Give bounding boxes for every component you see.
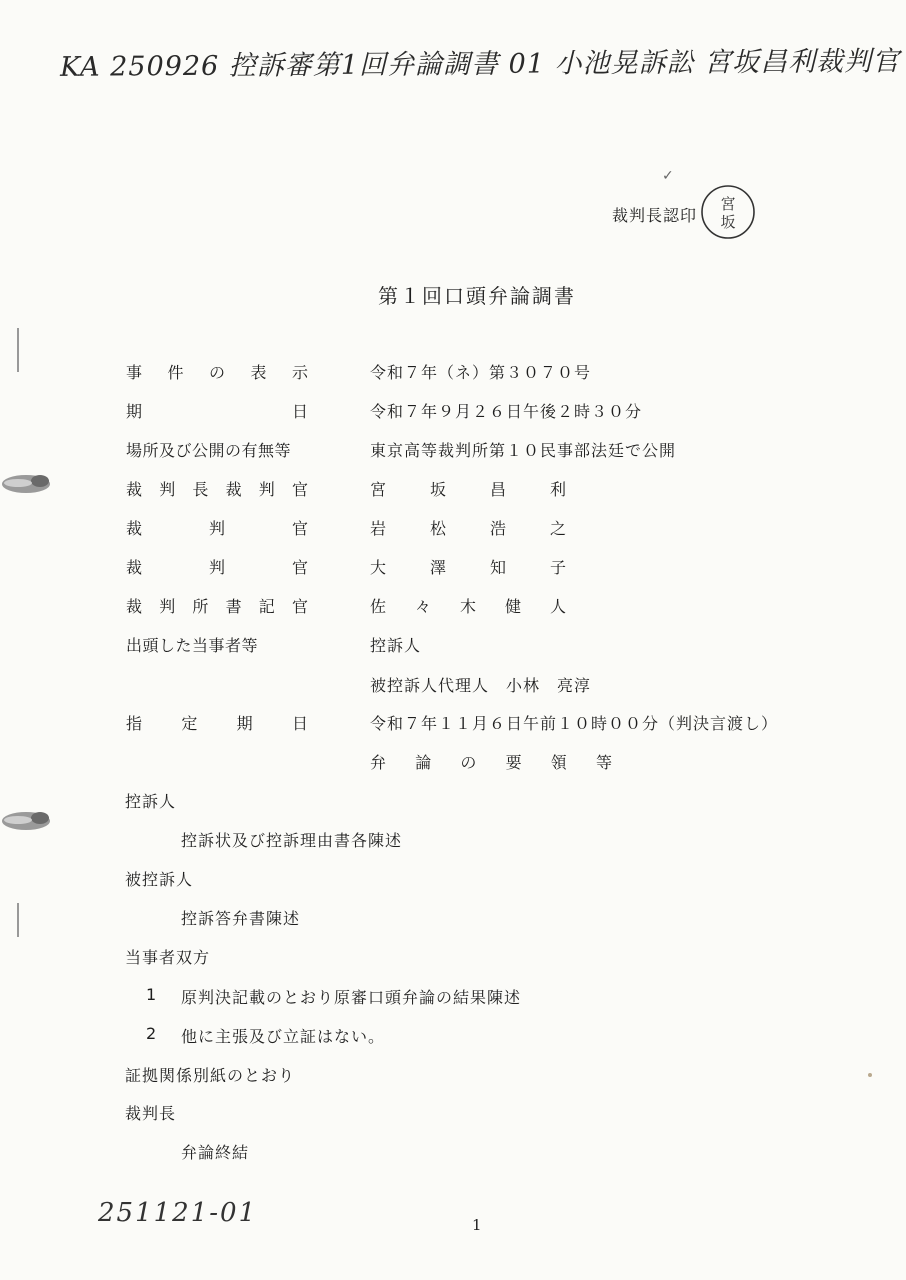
field-value-clerk: 佐 々 木 健 人 xyxy=(370,597,566,616)
field-label-appeared: 出頭した当事者等 xyxy=(126,636,259,655)
margin-tick-top xyxy=(17,328,19,372)
text-evidence: 証拠関係別紙のとおり xyxy=(125,1066,296,1085)
heading-appellee: 被控訴人 xyxy=(125,870,194,889)
punch-hole-shadow-bottom xyxy=(0,807,52,835)
field-value-presiding-judge: 宮 坂 昌 利 xyxy=(370,480,566,499)
svg-text:宮: 宮 xyxy=(720,195,736,213)
field-value-appellant: 控訴人 xyxy=(370,636,422,655)
heading-appellant: 控訴人 xyxy=(125,792,177,811)
field-label-judge-2: 裁 判 官 xyxy=(126,558,308,577)
approval-label: 裁判長認印 xyxy=(612,206,698,225)
heading-presiding: 裁判長 xyxy=(125,1104,177,1123)
field-value-place: 東京高等裁判所第１０民事部法廷で公開 xyxy=(370,441,677,460)
handwritten-annotation-bottom: 251121-01 xyxy=(98,1198,258,1228)
field-label-place: 場所及び公開の有無等 xyxy=(126,441,292,460)
document-title: 第１回口頭弁論調書 xyxy=(378,284,576,308)
field-value-judge-2: 大 澤 知 子 xyxy=(370,558,566,577)
check-mark: ✓ xyxy=(662,168,674,184)
field-label-presiding-judge: 裁 判 長 裁 判 官 xyxy=(126,480,308,499)
judge-seal-stamp xyxy=(700,184,756,240)
field-label-next-date: 指 定 期 日 xyxy=(126,714,308,733)
svg-text:坂: 坂 xyxy=(720,213,736,231)
field-value-date: 令和７年９月２６日午後２時３０分 xyxy=(370,402,643,421)
field-label-date: 期 日 xyxy=(126,402,308,421)
text-appellee-statement: 控訴答弁書陳述 xyxy=(181,909,301,928)
field-label-judge-1: 裁 判 官 xyxy=(126,519,308,538)
field-label-case: 事 件 の 表 示 xyxy=(126,363,308,382)
heading-both-parties: 当事者双方 xyxy=(125,948,211,967)
item-text-2: 他に主張及び立証はない。 xyxy=(181,1027,386,1046)
page-number: 1 xyxy=(472,1216,482,1234)
item-text-1: 原判決記載のとおり原審口頭弁論の結果陳述 xyxy=(181,988,522,1007)
field-value-judge-1: 岩 松 浩 之 xyxy=(370,519,566,538)
handwritten-annotation-top: KA 250926 控訴審第1回弁論調書 01 小池晃訴訟 宮坂昌利裁判官 xyxy=(59,45,901,83)
field-label-clerk: 裁 判 所 書 記 官 xyxy=(126,597,308,616)
item-number-2: 2 xyxy=(146,1024,158,1043)
field-value-next-date: 令和７年１１月６日午前１０時００分（判決言渡し） xyxy=(370,714,779,733)
punch-hole-shadow-top xyxy=(0,470,52,498)
text-conclusion: 弁論終結 xyxy=(181,1143,250,1162)
section-heading: 弁 論 の 要 領 等 xyxy=(370,753,612,772)
margin-tick-bottom xyxy=(17,903,19,937)
item-number-1: 1 xyxy=(146,985,158,1004)
text-appellant-statement: 控訴状及び控訴理由書各陳述 xyxy=(181,831,403,850)
field-value-appellee-agent: 被控訴人代理人 小林 亮淳 xyxy=(370,676,592,695)
scan-speck xyxy=(868,1073,872,1077)
field-value-case: 令和７年（ネ）第３０７０号 xyxy=(370,363,592,382)
